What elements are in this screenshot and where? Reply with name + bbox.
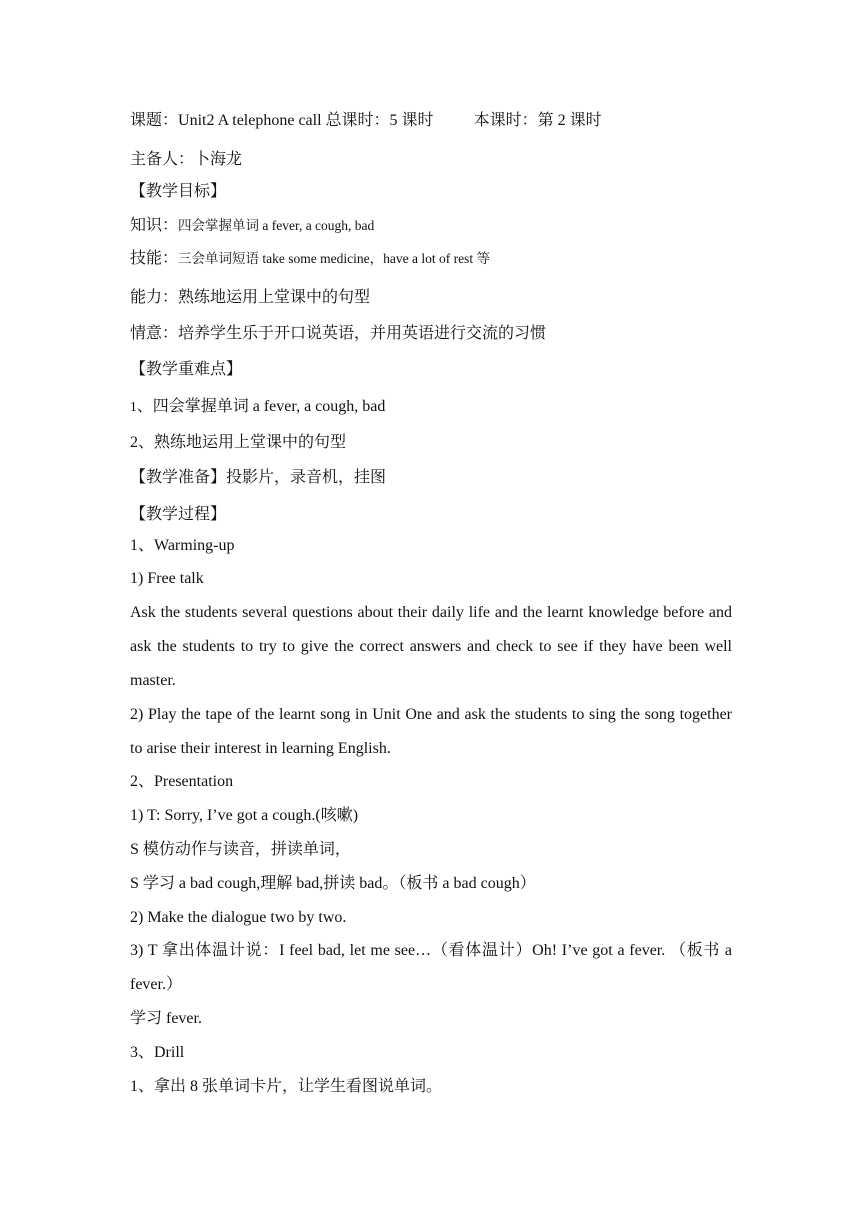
presentation-step-1: 1) T: Sorry, I’ve got a cough.(咳嗽)	[130, 807, 359, 824]
course-line	[130, 111, 602, 131]
key-point-item-1-number: 1	[130, 399, 137, 414]
preparer: 主备人：卜海龙	[130, 151, 243, 168]
process-heading: 【教学过程】	[130, 506, 227, 523]
course-label: 课题：	[130, 112, 179, 129]
skill-text: 三会单词短语 take some medicine，have a lot of rest 等	[178, 251, 490, 266]
free-talk-heading: 1) Free talk	[130, 570, 204, 587]
presentation-step-3: S 学习 a bad cough,理解 bad,拼读 bad。（板书 a bad cough）	[130, 875, 536, 892]
presentation-step-6: 学习 fever.	[130, 1010, 202, 1027]
skill-line	[130, 249, 490, 269]
warmup-heading: 1、Warming-up	[130, 537, 235, 554]
free-talk-paragraph: Ask the students several questions about their daily life and the learnt knowledge before and ask the students to try to give the correct answers and check to see if they have been well master.	[130, 604, 732, 689]
presentation-step-4: 2) Make the dialogue two by two.	[130, 909, 347, 926]
skill-label: 技能：	[130, 250, 179, 267]
emotion-line: 情意：培养学生乐于开口说英语，并用英语进行交流的习惯	[130, 325, 547, 342]
current-hour: 本课时：第 2 课时	[473, 112, 602, 129]
presentation-step-2: S 模仿动作与读音，拼读单词，	[130, 841, 351, 858]
knowledge-line	[130, 216, 374, 236]
key-point-item-2: 2、熟练地运用上堂课中的句型	[130, 434, 347, 451]
objectives-heading: 【教学目标】	[130, 183, 227, 200]
key-point-item-1	[130, 397, 385, 417]
drill-heading: 3、Drill	[130, 1044, 185, 1061]
key-point-item-1-text: 、四会掌握单词 a fever, a cough, bad	[136, 398, 386, 415]
ability-line: 能力：熟练地运用上堂课中的句型	[130, 289, 371, 306]
course-title: Unit2 A telephone call	[178, 112, 322, 129]
key-points-heading: 【教学重难点】	[130, 361, 243, 378]
total-hours: 总课时：5 课时	[325, 112, 434, 129]
knowledge-label: 知识：	[130, 217, 179, 234]
preparation-line: 【教学准备】投影片，录音机，挂图	[130, 469, 387, 486]
drill-step-1: 1、拿出 8 张单词卡片，让学生看图说单词。	[130, 1078, 443, 1095]
play-tape-paragraph: 2) Play the tape of the learnt song in Unit One and ask the students to sing the song together to arise their interest in learning English.	[130, 706, 732, 757]
knowledge-text: 四会掌握单词 a fever, a cough, bad	[178, 218, 375, 233]
presentation-heading: 2、Presentation	[130, 773, 234, 790]
presentation-step-5: 3) T 拿出体温计说：I feel bad, let me see…（看体温计）Oh! I’ve got a fever. （板书 a fever.）	[130, 942, 732, 993]
